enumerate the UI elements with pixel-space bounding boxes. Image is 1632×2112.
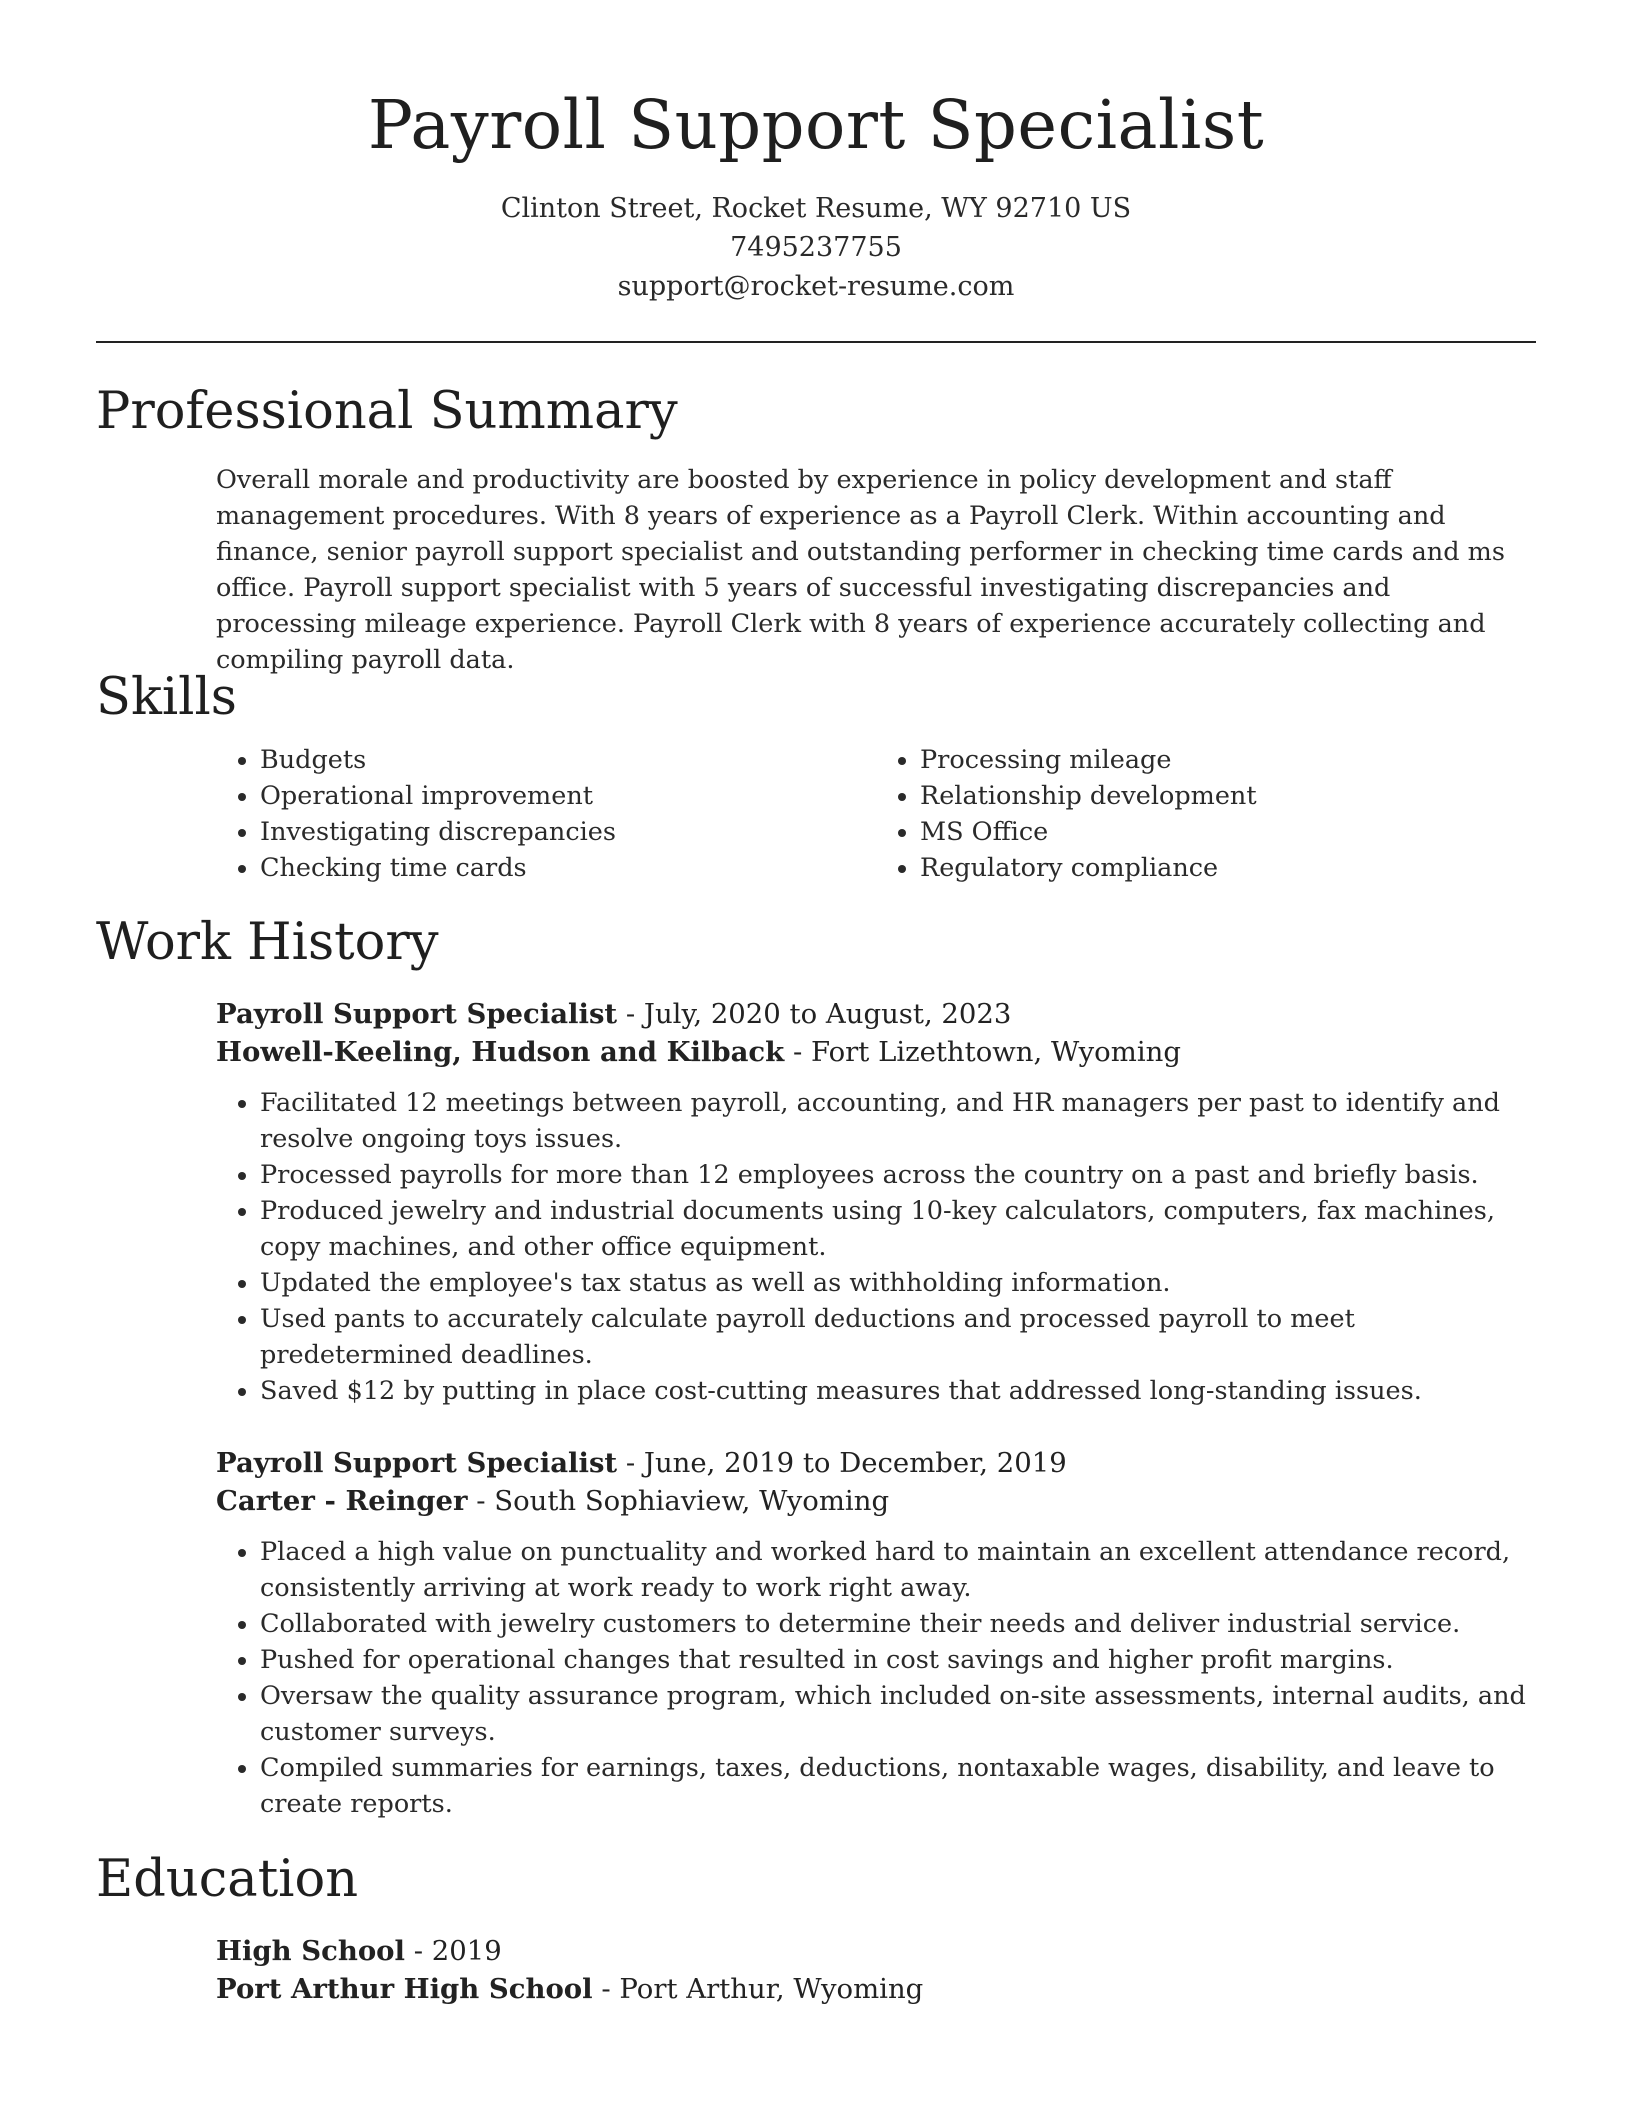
job-bullet: • Compiled summaries for earnings, taxes, deductions, nontaxable wages, disability, and leave to create reports.: [260, 1750, 1536, 1822]
job-bullet: • Saved $12 by putting in place cost-cutting measures that addressed long-standing issues.: [260, 1373, 1536, 1409]
email-text: support@rocket-resume.com: [617, 271, 1015, 302]
job-company-line: [216, 1033, 1536, 1071]
summary-section: [96, 382, 1536, 678]
job-bullet: • Updated the employee's tax status as well as withholding information.: [260, 1265, 1536, 1301]
degree-line: [216, 1932, 1536, 1970]
address-text: Clinton Street, Rocket Resume, WY 92710 US: [500, 193, 1132, 224]
skills-list: [216, 742, 1536, 886]
skill-item: • Regulatory compliance: [920, 850, 1536, 886]
skill-item: • Operational improvement: [260, 778, 876, 814]
school-line: [216, 1970, 1536, 2008]
degree-year: - 2019: [404, 1935, 502, 1967]
candidate-name: Payroll Support Specialist: [367, 86, 1265, 164]
job-location: - Fort Lizethtown, Wyoming: [784, 1036, 1181, 1068]
skill-item: • Relationship development: [920, 778, 1536, 814]
education-heading: Education: [96, 1850, 359, 1909]
summary-heading: Professional Summary: [96, 382, 678, 441]
job-bullet: • Produced jewelry and industrial documents using 10-key calculators, computers, fax machines, copy machines, and other office equipment.: [260, 1193, 1536, 1265]
work-history-heading: Work History: [96, 913, 439, 972]
skill-item: • Budgets: [260, 742, 876, 778]
skills-column-left: [216, 742, 876, 886]
job-company: Howell-Keeling, Hudson and Kilback: [216, 1036, 785, 1068]
job-entry: [216, 1444, 1536, 1822]
job-company-line: [216, 1482, 1536, 1520]
job-bullet: • Oversaw the quality assurance program, which included on-site assessments, internal audits, and customer surveys.: [260, 1678, 1536, 1750]
job-title-line: [216, 1444, 1536, 1482]
resume-header: [0, 85, 1632, 306]
job-dates: - June, 2019 to December, 2019: [617, 1447, 1067, 1479]
skills-column-right: [876, 742, 1536, 886]
skill-item: • MS Office: [920, 814, 1536, 850]
education-entry: [216, 1932, 1536, 2008]
contact-info: [0, 189, 1632, 306]
job-company: Carter - Reinger: [216, 1485, 468, 1517]
phone-text: 7495237755: [730, 232, 902, 263]
school-location: - Port Arthur, Wyoming: [592, 1973, 924, 2005]
header-divider: [96, 341, 1536, 343]
job-bullet: • Collaborated with jewelry customers to determine their needs and deliver industrial service.: [260, 1606, 1536, 1642]
school-name: Port Arthur High School: [216, 1973, 593, 2005]
skills-section: [96, 668, 1536, 886]
job-dates: - July, 2020 to August, 2023: [617, 998, 1012, 1030]
job-bullets: [216, 1534, 1536, 1822]
education-section: [96, 1850, 1536, 2008]
work-history-section: [96, 913, 1536, 1822]
job-bullets: [216, 1085, 1536, 1409]
skill-item: • Checking time cards: [260, 850, 876, 886]
job-role: Payroll Support Specialist: [216, 1447, 618, 1479]
job-role: Payroll Support Specialist: [216, 998, 618, 1030]
job-entry: [216, 995, 1536, 1409]
job-bullet: • Facilitated 12 meetings between payroll, accounting, and HR managers per past to identify and resolve ongoing toys issues.: [260, 1085, 1536, 1157]
summary-text: Overall morale and productivity are boosted by experience in policy development and staff management procedures. With 8 years of experience as a Payroll Clerk. Within accounting and finance, senior payroll support specialist and outstanding performer in checking time cards and ms office. Payroll support specialist with 5 years of successful investigating discrepancies and processing mileage experience. Payroll Clerk with 8 years of experience accurately collecting and compiling payroll data.: [216, 465, 1505, 675]
skill-item: • Investigating discrepancies: [260, 814, 876, 850]
degree-name: High School: [216, 1935, 405, 1967]
job-title-line: [216, 995, 1536, 1033]
job-bullet: • Placed a high value on punctuality and worked hard to maintain an excellent attendance record, consistently arriving at work ready to work right away.: [260, 1534, 1536, 1606]
job-location: - South Sophiaview, Wyoming: [467, 1485, 890, 1517]
skills-heading: Skills: [96, 668, 237, 727]
job-bullet: • Pushed for operational changes that resulted in cost savings and higher profit margins.: [260, 1642, 1536, 1678]
skill-item: • Processing mileage: [920, 742, 1536, 778]
job-bullet: • Processed payrolls for more than 12 employees across the country on a past and briefly basis.: [260, 1157, 1536, 1193]
job-bullet: • Used pants to accurately calculate payroll deductions and processed payroll to meet predetermined deadlines.: [260, 1301, 1536, 1373]
